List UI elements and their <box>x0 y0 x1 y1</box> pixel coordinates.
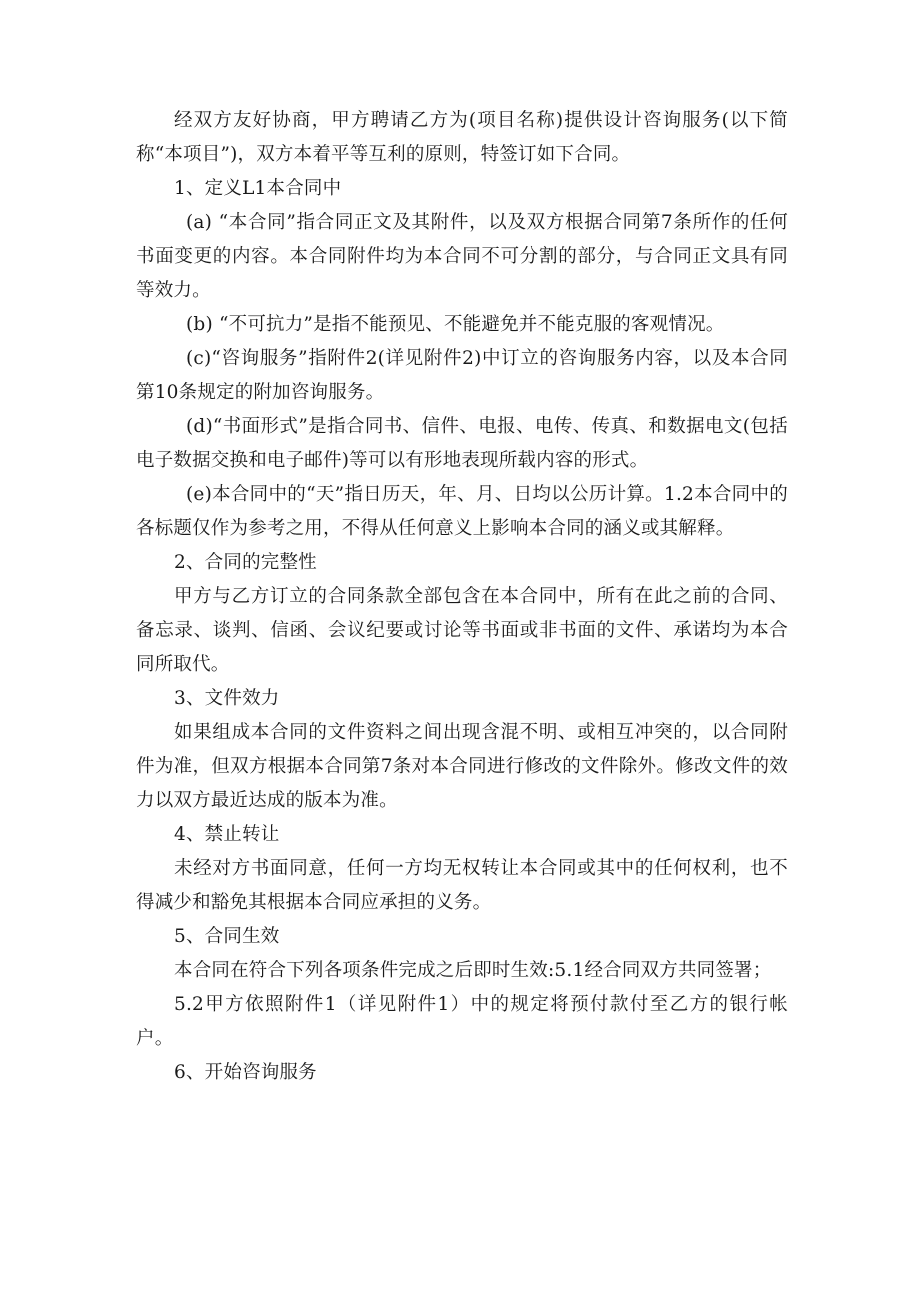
section-heading-document-validity: 3、文件效力 <box>174 688 280 709</box>
document-body <box>136 104 788 1090</box>
section-heading-completeness: 2、合同的完整性 <box>174 552 317 573</box>
section-heading-no-assignment: 4、禁止转让 <box>174 824 280 845</box>
no-assignment-paragraph: 未经对方书面同意，任何一方均无权转让本合同或其中的任何权利，也不得减少和豁免其根据本合同应承担的义务。 <box>136 858 788 913</box>
completeness-paragraph: 甲方与乙方订立的合同条款全部包含在本合同中，所有在此之前的合同、备忘录、谈判、信函、会议纪要或讨论等书面或非书面的文件、承诺均为本合同所取代。 <box>136 586 788 675</box>
effectiveness-paragraph-1: 本合同在符合下列各项条件完成之后即时生效:5.1经合同双方共同签署； <box>174 960 772 981</box>
definition-e: (e)本合同中的“天”指日历天，年、月、日均以公历计算。1.2本合同中的各标题仅作为参考之用，不得从任何意义上影响本合同的涵义或其解释。 <box>136 484 788 539</box>
definition-d: (d)“书面形式”是指合同书、信件、电报、电传、传真、和数据电文(包括电子数据交换和电子邮件)等可以有形地表现所载内容的形式。 <box>136 416 788 471</box>
definition-b: (b) “不可抗力”是指不能预见、不能避免并不能克服的客观情况。 <box>186 314 725 335</box>
section-heading-start-services: 6、开始咨询服务 <box>174 1062 317 1083</box>
effectiveness-paragraph-2: 5.2甲方依照附件1（详见附件1）中的规定将预付款付至乙方的银行帐户。 <box>136 994 788 1049</box>
definition-c: (c)“咨询服务”指附件2(详见附件2)中订立的咨询服务内容，以及本合同第10条规定的附加咨询服务。 <box>136 348 788 403</box>
section-heading-definitions: 1、定义L1本合同中 <box>174 178 342 199</box>
section-heading-effectiveness: 5、合同生效 <box>174 926 280 947</box>
document-validity-paragraph: 如果组成本合同的文件资料之间出现含混不明、或相互冲突的，以合同附件为准，但双方根据本合同第7条对本合同进行修改的文件除外。修改文件的效力以双方最近达成的版本为准。 <box>136 722 788 811</box>
definition-a: (a) “本合同”指合同正文及其附件，以及双方根据合同第7条所作的任何书面变更的内容。本合同附件均为本合同不可分割的部分，与合同正文具有同等效力。 <box>136 212 788 301</box>
intro-paragraph: 经双方友好协商，甲方聘请乙方为(项目名称)提供设计咨询服务(以下简称“本项目”)，双方本着平等互利的原则，特签订如下合同。 <box>136 110 788 165</box>
